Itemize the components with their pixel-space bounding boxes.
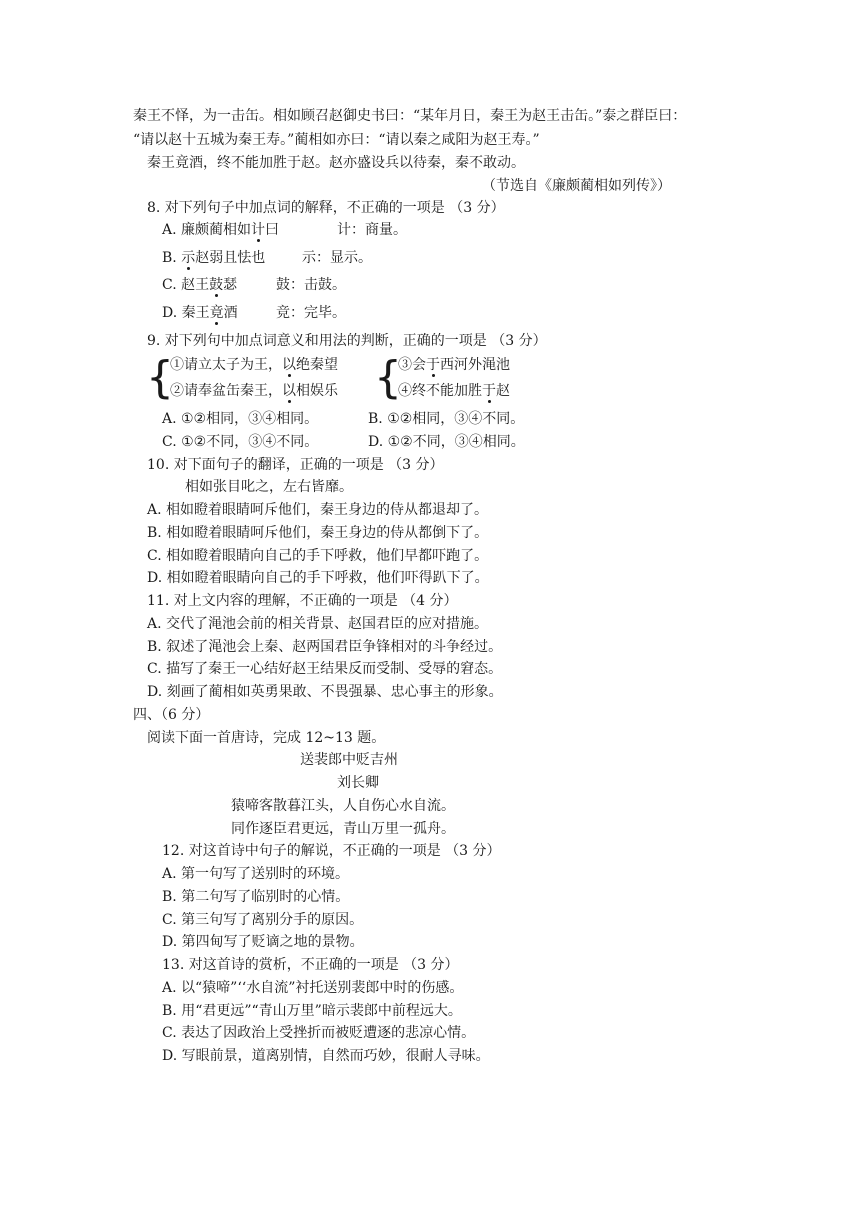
q9-option-d: D. ①②不同，③④相同。 bbox=[368, 434, 525, 450]
q9-option-b: B. ①②相同，③④不同。 bbox=[368, 411, 525, 427]
q12-option-d: D. 第四甸写了贬谪之地的景物。 bbox=[162, 934, 364, 950]
q12-option-a: A. 第一句写了送别时的环境。 bbox=[162, 866, 350, 882]
poem-verse-1: 猿啼客散暮江头，人自伤心水自流。 bbox=[231, 798, 455, 814]
q10-option-a: A. 相如瞪着眼睛呵斥他们，秦王身边的侍从都退却了。 bbox=[147, 502, 489, 518]
poem-title: 送裴郎中贬吉州 bbox=[300, 752, 398, 768]
q13-option-c: C. 表达了因政治上受挫折而被贬遭逐的悲凉心情。 bbox=[162, 1025, 476, 1041]
poem-verse-2: 同作逐臣君更远，青山万里一孤舟。 bbox=[231, 821, 455, 837]
section-4-intro: 阅读下面一首唐诗，完成 12~13 题。 bbox=[147, 730, 386, 746]
right-brace-icon: { bbox=[374, 352, 402, 403]
passage-line-2: “请以赵十五城为秦王寿。”蔺相如亦曰：“请以秦之咸阳为赵王寿。” bbox=[133, 132, 540, 148]
q13-option-a: A. 以“猿啼”‘‘水自流”衬托送别裴郎中时的伤感。 bbox=[162, 980, 464, 996]
q13-stem: 13. 对这首诗的赏析，不正确的一项是 （3 分） bbox=[162, 957, 459, 973]
q9-sentence-4: ④终不能加胜于赵 bbox=[398, 383, 510, 399]
q13-option-b: B. 用“君更远”“青山万里”暗示裴郎中前程远大。 bbox=[162, 1003, 462, 1019]
q8-option-b: B. 示赵弱且怯也 示：显示。 bbox=[162, 250, 372, 266]
q12-option-c: C. 第三句写了离别分手的原因。 bbox=[162, 912, 364, 928]
q8-option-d: D. 秦王竟酒 竞：完毕。 bbox=[162, 305, 346, 321]
q8-option-c: C. 赵王鼓瑟 鼓：击鼓。 bbox=[162, 277, 346, 293]
q10-option-b: B. 相如瞪着眼睛呵斥他们，秦王身边的侍从都倒下了。 bbox=[147, 525, 489, 541]
q10-stem: 10. 对下面句子的翻译，正确的一项是 （3 分） bbox=[147, 457, 444, 473]
passage-line-3: 秦王竟酒，终不能加胜于赵。赵亦盛设兵以待秦，秦不敢动。 bbox=[147, 155, 525, 171]
poem-author: 刘长卿 bbox=[337, 775, 379, 791]
q11-stem: 11. 对上文内容的理解，不正确的一项是 （4 分） bbox=[147, 593, 458, 609]
q10-sentence: 相如张目叱之，左右皆靡。 bbox=[185, 479, 353, 495]
q8-stem: 8. 对下列句子中加点词的解释，不正确的一项是 （3 分） bbox=[147, 200, 505, 216]
q9-option-c: C. ①②不同，③④不同。 bbox=[162, 434, 319, 450]
q11-option-b: B. 叙述了渑池会上秦、赵两国君臣争锋相对的斗争经过。 bbox=[147, 639, 503, 655]
q11-option-c: C. 描写了秦王一心结好赵王结果反而受制、受辱的窘态。 bbox=[147, 661, 503, 677]
q11-option-d: D. 刻画了蔺相如英勇果敢、不畏强暴、忠心事主的形象。 bbox=[147, 684, 503, 700]
section-4-heading: 四、（6 分） bbox=[133, 707, 210, 723]
q9-sentence-3: ③会于西河外渑池 bbox=[398, 357, 510, 373]
passage-source: （节选自《廉颇蔺相如列传》） bbox=[482, 178, 671, 194]
q12-option-b: B. 第二句写了临别时的心情。 bbox=[162, 889, 350, 905]
q13-option-d: D. 写眼前景，道离别情，自然而巧妙，很耐人寻味。 bbox=[162, 1048, 490, 1064]
passage-line-1: 秦王不怿，为一击缶。相如顾召赵御史书曰：“某年月日，秦王为赵王击缶。”泰之群臣曰： bbox=[133, 108, 687, 124]
q10-option-c: C. 相如瞪着眼睛向自己的手下呼救，他们早都吓跑了。 bbox=[147, 548, 489, 564]
left-brace-icon: { bbox=[146, 352, 174, 403]
q12-stem: 12. 对这首诗中句子的解说，不正确的一项是 （3 分） bbox=[162, 843, 501, 859]
q8-option-a: A. 廉颇蔺相如计曰 计：商量。 bbox=[162, 222, 407, 238]
q11-option-a: A. 交代了渑池会前的相关背景、赵国君臣的应对措施。 bbox=[147, 616, 489, 632]
q9-sentence-1: ①请立太子为王，以绝秦望 bbox=[170, 357, 338, 373]
q9-stem: 9. 对下列句中加点词意义和用法的判断，正确的一项是 （3 分） bbox=[147, 333, 547, 349]
q10-option-d: D. 相如瞪着眼睛向自己的手下呼救，他们吓得趴下了。 bbox=[147, 570, 489, 586]
q9-option-a: A. ①②相同，③④相同。 bbox=[162, 411, 319, 427]
q9-sentence-2: ②请奉盆缶秦王，以相娱乐 bbox=[170, 383, 338, 399]
